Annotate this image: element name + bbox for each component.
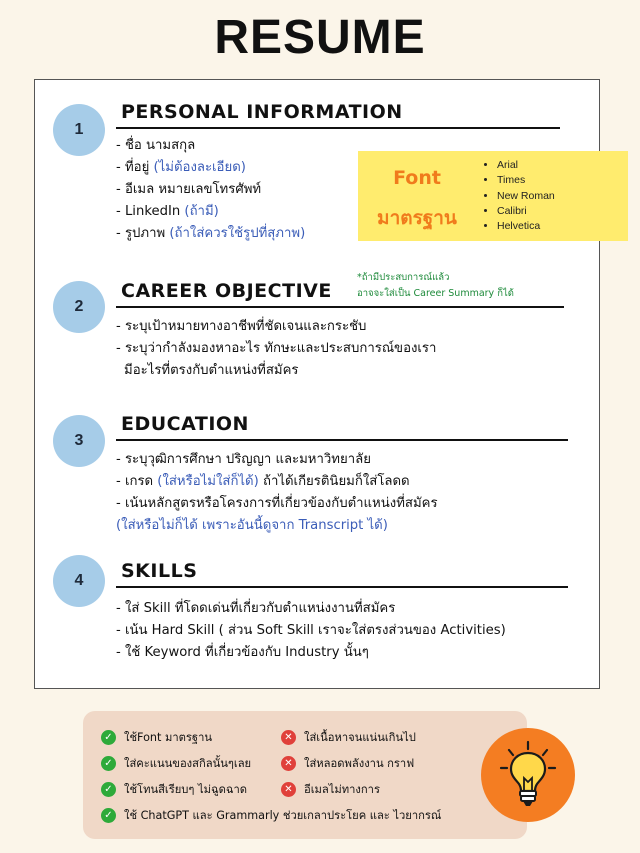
tip-do [101,728,212,746]
tip-text: ใช้ ChatGPT และ Grammarly ช่วยเกลาประโยค และ ไวยากรณ์ [124,809,442,822]
tip-text: อีเมลไม่ทางการ [304,783,380,796]
list-item [116,471,438,493]
item-text: - เน้นหลักสูตรหรือโครงการที่เกี่ยวข้องกับตำแหน่งที่สมัคร [116,496,438,511]
section-items-education [116,449,438,537]
section-items-career-objective [116,316,436,382]
list-item [116,223,305,245]
tip-do [101,754,251,772]
item-text: - ระบุเป้าหมายทางอาชีพที่ชัดเจนและกระชับ [116,319,367,334]
list-item [116,642,506,664]
list-item [116,179,305,201]
lightbulb-icon [481,728,575,822]
check-icon: ✓ [101,808,116,823]
lightbulb-badge [481,728,575,822]
section-divider [116,439,568,441]
item-text: - อีเมล หมายเลขโทรศัพท์ [116,182,262,197]
list-item [116,201,305,223]
item-text: มีอะไรที่ตรงกับตำแหน่งที่สมัคร [124,363,299,378]
font-list-item: • Calibri [497,204,555,219]
section-heading-personal-information: PERSONAL INFORMATION [121,101,403,123]
list-item [116,515,438,537]
tip-text: ใช้Font มาตรฐาน [124,731,213,744]
item-text: - ที่อยู่ [116,160,154,175]
check-icon: ✓ [101,782,116,797]
cross-icon: ✕ [281,756,296,771]
section-heading-career-objective: CAREER OBJECTIVE [121,280,332,302]
list-item [116,338,436,360]
font-list-item: • New Roman [497,189,555,204]
font-list-item: • Helvetica [497,219,555,234]
standard-font-box [358,151,628,241]
tip-dont [281,754,414,772]
font-list-item: • Arial [497,158,555,173]
item-note: (ใส่หรือไม่ใส่ก็ได้) [157,474,259,489]
section-divider [116,306,564,308]
item-text: - เน้น Hard Skill ( ส่วน Soft Skill เราจะใส่ตรงส่วนของ Activities) [116,623,506,638]
font-list-item: • Times [497,173,555,188]
item-text: - ชื่อ นามสกุล [116,138,196,153]
tip-do [101,780,247,798]
cross-icon: ✕ [281,730,296,745]
item-note: (ไม่ต้องละเอียด) [153,160,246,175]
item-text: - ใช้ Keyword ที่เกี่ยวข้องกับ Industry นั้นๆ [116,645,369,660]
font-box-label: Font [393,167,441,189]
font-list [481,158,555,234]
item-text: - รูปภาพ [116,226,170,241]
tips-panel [83,711,527,839]
item-text: ถ้าได้เกียรตินิยมก็ใส่โลดด [258,474,410,489]
check-icon: ✓ [101,730,116,745]
career-summary-note [357,270,514,302]
list-item [116,360,436,382]
item-text: - เกรด [116,474,158,489]
section-items-personal-information [116,135,305,245]
item-note: (ใส่หรือไม่ก็ได้ เพราะอันนี้ดูจาก Transcript ได้) [116,518,388,533]
list-item [116,493,438,515]
tip-text: ใส่หลอดพลังงาน กราฟ [304,757,415,770]
tip-do [101,806,441,824]
note-line: *ถ้ามีประสบการณ์แล้ว [357,272,450,283]
section-heading-skills: SKILLS [121,560,198,582]
item-note: (ถ้ามี) [184,204,219,219]
list-item [116,620,506,642]
tip-text: ใช้โทนสีเรียบๆ ไม่ฉูดฉาด [124,783,248,796]
list-item [116,449,438,471]
list-item [116,316,436,338]
section-divider [116,586,568,588]
list-item [116,157,305,179]
tip-text: ใส่คะแนนของสกิลนั้นๆเลย [124,757,252,770]
tip-text: ใส่เนื้อหาจนแน่นเกินไป [304,731,416,744]
item-note: (ถ้าใส่ควรใช้รูปที่สุภาพ) [169,226,306,241]
tip-dont [281,728,416,746]
tip-dont [281,780,380,798]
section-heading-education: EDUCATION [121,413,249,435]
font-box-label-thai: มาตรฐาน [377,207,457,229]
item-text: - ระบุว่ากำลังมองหาอะไร ทักษะและประสบการณ์ของเรา [116,341,437,356]
section-number-badge: 2 [53,281,105,333]
item-text: - LinkedIn [116,204,185,219]
item-text: - ระบุวุฒิการศึกษา ปริญญา และมหาวิทยาลัย [116,452,371,467]
check-icon: ✓ [101,756,116,771]
cross-icon: ✕ [281,782,296,797]
section-number-badge: 3 [53,415,105,467]
section-number-badge: 1 [53,104,105,156]
section-number-badge: 4 [53,555,105,607]
list-item [116,598,506,620]
list-item [116,135,305,157]
note-line: อาจจะใส่เป็น Career Summary ก็ได้ [357,288,514,299]
page-title: RESUME [214,11,426,64]
section-divider [116,127,560,129]
section-items-skills [116,598,506,664]
item-text: - ใส่ Skill ที่โดดเด่นที่เกี่ยวกับตำแหน่งงานที่สมัคร [116,601,396,616]
